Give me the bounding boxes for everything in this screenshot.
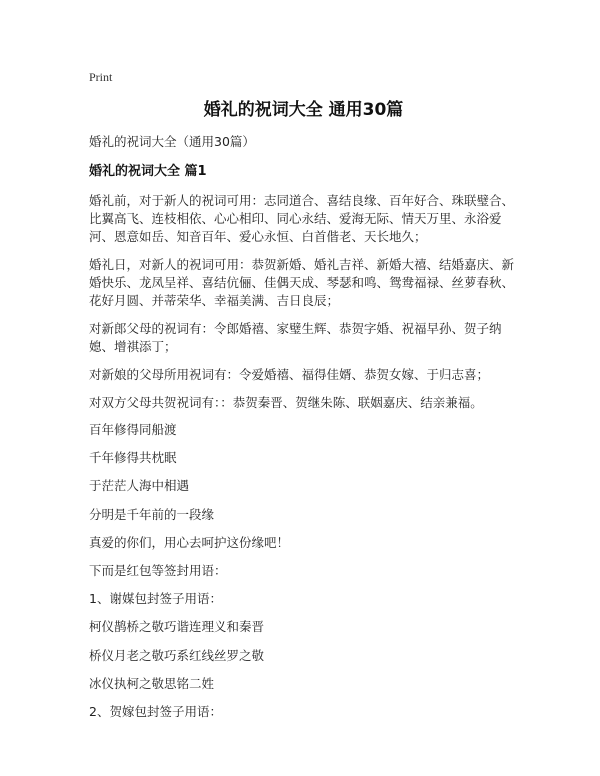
- text-line: 百年修得同船渡: [89, 422, 177, 437]
- document-title: 婚礼的祝词大全 通用30篇: [203, 100, 404, 120]
- text-line: 千年修得共枕眠: [89, 450, 177, 466]
- text-line: 下而是红包等签封用语：: [89, 562, 227, 578]
- text-line: 分明是千年前的一段缘: [89, 506, 215, 522]
- paragraph-both-parents: 对双方父母共贺祝词有：：恭贺秦晋、贺继朱陈、联姻嘉庆、结亲兼福。: [89, 395, 483, 410]
- list-heading: 2、贺嫁包封签子用语：: [89, 703, 222, 719]
- text-line: 柯仪鹊桥之敬巧谐连理义和秦晋: [89, 619, 265, 635]
- paragraph-pre-wedding: 婚礼前，对于新人的祝词可用：志同道合、喜结良缘、百年好合、珠联璧合、比翼高飞、连枝相依、心心相印、同心永结、爱海无际、情天万里、永浴爱河、恩意如岳、知音百年、爱心永恒、白首偕老、天长地久；: [89, 193, 515, 244]
- paragraph-bride-parents: 对新娘的父母所用祝词有：令爱婚禧、福得佳婿、恭贺女嫁、于归志喜；: [89, 367, 490, 382]
- document-subtitle: 婚礼的祝词大全（通用30篇）: [89, 134, 255, 149]
- text-line: 桥仪月老之敬巧系红线丝罗之敬: [89, 647, 265, 663]
- text-line: 真爱的你们，用心去呵护这份缘吧！: [89, 534, 290, 550]
- paragraph-wedding-day: 婚礼日，对新人的祝词可用：恭贺新婚、婚礼吉祥、新婚大禧、结婚嘉庆、新婚快乐、龙凤呈祥、喜结伉俪、佳偶天成、琴瑟和鸣、鸳鸯福禄、丝萝春秋、花好月圆、并蒂荣华、幸福美满、吉日良辰；: [89, 257, 515, 308]
- text-line: 于茫茫人海中相遇: [89, 478, 190, 494]
- section-heading: 婚礼的祝词大全 篇1: [89, 164, 207, 179]
- text-line: 冰仪执柯之敬思铭二姓: [89, 675, 215, 691]
- list-heading: 1、谢媒包封签子用语：: [89, 591, 222, 607]
- paragraph-groom-parents: 对新郎父母的祝词有：令郎婚禧、家璧生辉、恭贺字婚、祝福早孙、贺子纳媳、增祺添丁；: [89, 321, 502, 354]
- print-link[interactable]: Print: [89, 70, 113, 84]
